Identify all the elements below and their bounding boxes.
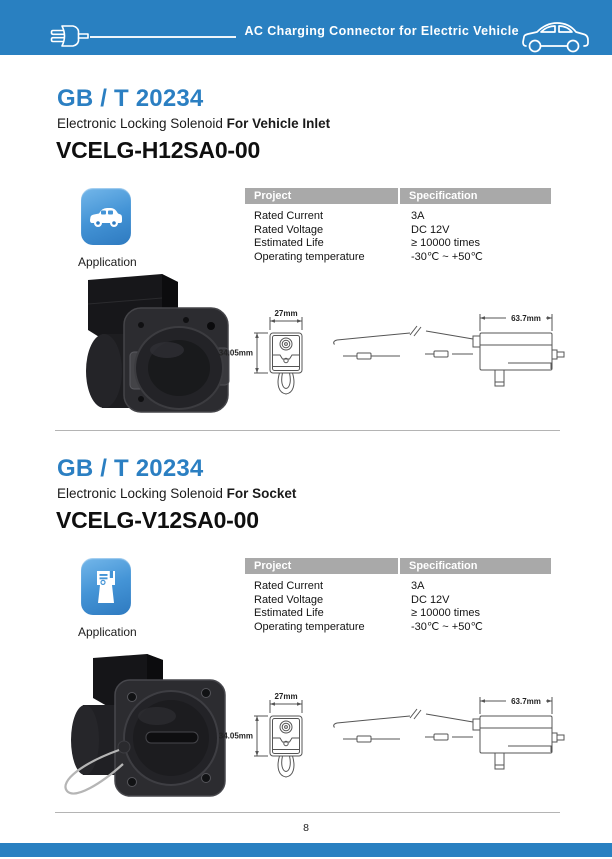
row-label: Operating temperature — [254, 250, 365, 263]
row-value: ≥ 10000 times — [411, 607, 481, 619]
spec-table-body — [245, 210, 551, 264]
dim-width-label: 27mm — [274, 692, 298, 701]
table-row — [245, 594, 551, 608]
row-label: Operating temperature — [254, 620, 365, 633]
application-block — [78, 188, 137, 269]
model-number: VCELG-V12SA0-00 — [56, 507, 259, 533]
application-label: Application — [78, 255, 137, 269]
row-value: 3A — [411, 580, 425, 592]
product-section-socket — [0, 455, 612, 810]
table-header-project: Project — [245, 188, 398, 204]
side-view-drawing — [330, 690, 570, 790]
spec-table-header — [245, 188, 551, 204]
subtitle-emphasis: For Socket — [226, 486, 297, 501]
spec-table-header — [245, 558, 551, 574]
table-row — [245, 224, 551, 238]
row-label: Rated Current — [254, 580, 324, 592]
top-banner — [0, 0, 612, 55]
product-section-vehicle-inlet — [0, 85, 612, 430]
row-value: -30℃ ~ +50℃ — [411, 620, 483, 633]
row-value: DC 12V — [411, 593, 450, 606]
side-view-drawing — [330, 307, 570, 407]
application-label: Application — [78, 625, 137, 639]
cord-line — [90, 36, 236, 38]
dim-length-label: 63.7mm — [511, 697, 541, 706]
charging-station-icon — [91, 569, 121, 605]
application-block — [78, 558, 137, 639]
model-number: VCELG-H12SA0-00 — [56, 137, 261, 163]
dim-width-label: 27mm — [274, 309, 298, 318]
row-label: Rated Voltage — [254, 223, 324, 236]
spec-table-body — [245, 580, 551, 634]
table-header-specification: Specification — [400, 188, 551, 204]
table-row — [245, 580, 551, 594]
car-icon — [520, 19, 592, 53]
table-header-specification: Specification — [400, 558, 551, 574]
footer-divider — [55, 812, 560, 813]
subtitle-emphasis: For Vehicle Inlet — [226, 116, 331, 131]
page-number: 8 — [303, 822, 309, 834]
row-value: ≥ 10000 times — [411, 237, 481, 249]
table-row — [245, 237, 551, 251]
product-subtitle — [57, 486, 296, 501]
table-row — [245, 607, 551, 621]
table-row — [245, 251, 551, 265]
spec-table — [245, 558, 551, 634]
banner-title: AC Charging Connector for Electric Vehicle — [244, 24, 519, 38]
subtitle-text: Electronic Locking Solenoid — [57, 116, 223, 131]
row-label: Rated Voltage — [254, 593, 324, 606]
row-value: -30℃ ~ +50℃ — [411, 250, 483, 263]
spec-table — [245, 188, 551, 264]
row-value: DC 12V — [411, 223, 450, 236]
row-label: Estimated Life — [254, 237, 324, 249]
section-divider — [55, 430, 560, 431]
plug-icon — [50, 22, 94, 50]
application-icon-tile — [81, 188, 131, 245]
product-photo — [55, 650, 233, 810]
product-photo — [66, 268, 234, 423]
bottom-banner — [0, 843, 612, 857]
dim-height-label: 34.05mm — [218, 348, 253, 358]
subtitle-text: Electronic Locking Solenoid — [57, 486, 223, 501]
row-label: Rated Current — [254, 210, 324, 222]
table-header-project: Project — [245, 558, 398, 574]
row-label: Estimated Life — [254, 607, 324, 619]
car-icon — [88, 204, 124, 230]
dim-length-label: 63.7mm — [511, 314, 541, 323]
standard-title: GB / T 20234 — [57, 85, 204, 112]
table-row — [245, 210, 551, 224]
row-value: 3A — [411, 210, 425, 222]
product-subtitle — [57, 116, 330, 131]
table-row — [245, 621, 551, 635]
standard-title: GB / T 20234 — [57, 455, 204, 482]
application-icon-tile — [81, 558, 131, 615]
dim-height-label: 34.05mm — [218, 731, 253, 741]
